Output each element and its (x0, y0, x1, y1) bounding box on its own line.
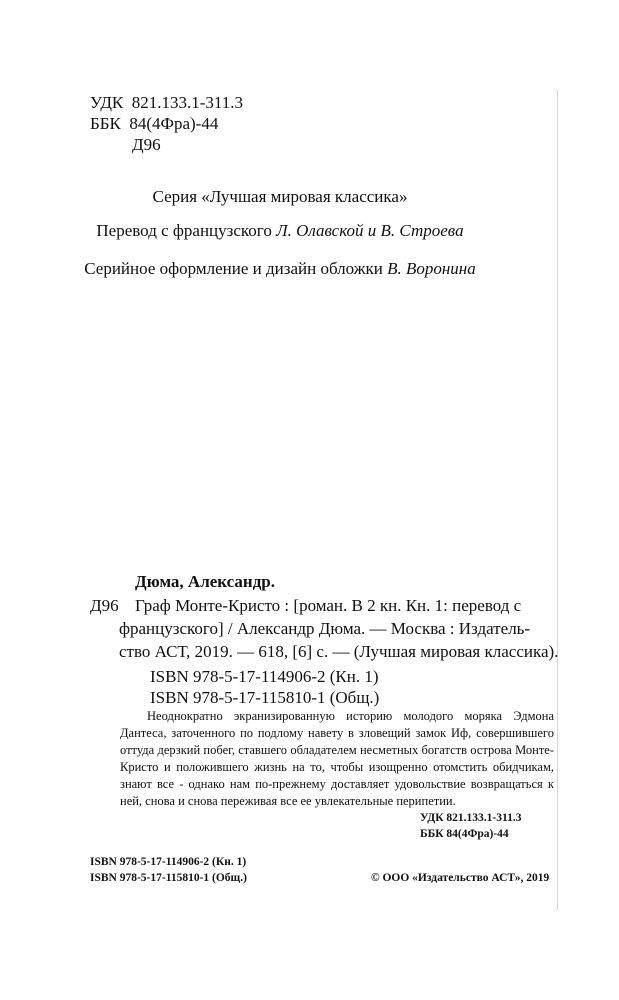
entry-line-3: ство АСТ, 2019. — 618, [6] с. — (Лучшая мировая классика). (119, 642, 559, 661)
bbk-value: 84(4Фра)-44 (129, 114, 219, 133)
footer-udk: УДК 821.133.1-311.3 (420, 812, 522, 824)
entry-line-2: французского] / Александр Дюма. — Москва : Издатель- (119, 619, 531, 638)
bbk-label: ББК (90, 114, 121, 133)
page-margin-rule (557, 90, 558, 910)
udk-line (90, 92, 243, 114)
entry-isbn-1: ISBN 978-5-17-114906-2 (Кн. 1) (150, 667, 379, 686)
series-line: Серия «Лучшая мировая классика» (152, 187, 408, 206)
translation-line (60, 220, 500, 242)
entry-line-1: Граф Монте-Кристо : [роман. В 2 кн. Кн. 1: перевод с (135, 596, 522, 615)
footer-isbn-1: ISBN 978-5-17-114906-2 (Кн. 1) (90, 856, 247, 868)
footer-isbn-2: ISBN 978-5-17-115810-1 (Общ.) (90, 872, 247, 884)
footer-bbk: ББК 84(4Фра)-44 (420, 828, 509, 840)
copyright-line: © ООО «Издательство АСТ», 2019 (371, 872, 550, 884)
udk-label: УДК (90, 93, 124, 112)
designer-name: В. Воронина (387, 259, 476, 278)
entry-isbn-2: ISBN 978-5-17-115810-1 (Общ.) (150, 688, 380, 707)
bbk-line (90, 113, 218, 135)
udk-value: 821.133.1-311.3 (131, 93, 244, 112)
translation-prefix: Перевод с французского (96, 221, 277, 240)
design-line (60, 258, 500, 280)
annotation-text: Неоднократно экранизированную историю молодого моряка Эдмона Дантеса, заточенного по подлому навету в зловещий замок Иф, совершившего оттуда дерзкий побег, ставшего обладателем несметных богатств острова Монте-Кристо и положившего жизнь на то, чтобы изощренно отомстить обидчикам, знают все - однако нам по-прежнему доставляет удовольствие возвращаться к ней, снова и снова переживая все ее увлекательные перипетии. (120, 709, 554, 808)
translator-names: Л. Олавской и В. Строева (276, 221, 464, 240)
entry-author: Дюма, Александр. (135, 572, 276, 591)
author-sign-top: Д96 (132, 135, 161, 154)
design-prefix: Серийное оформление и дизайн обложки (84, 259, 388, 278)
entry-author-sign: Д96 (90, 596, 119, 615)
